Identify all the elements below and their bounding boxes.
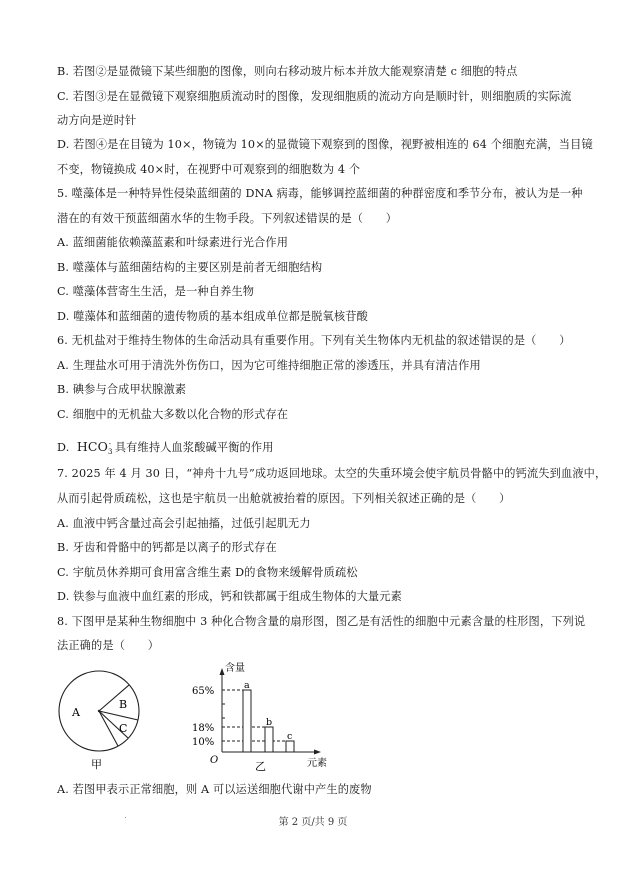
page-footer: 第 2 页/共 9 页 <box>278 817 348 828</box>
q6-option-d-prefix: D. <box>57 441 77 454</box>
q6-option-b: B. 碘参与合成甲状腺激素 <box>57 383 187 396</box>
bicarbonate-formula: $HCO_3^-$ <box>76 439 113 456</box>
q8-stem-line1: 8. 下图甲是某种生物细胞中 3 种化合物含量的扇形图，图乙是有活性的细胞中元素含量的柱形图，下列说 <box>57 615 586 628</box>
q5-stem-line1: 5. 噬藻体是一种特异性侵染蓝细菌的 DNA 病毒，能够调控蓝细菌的种群密度和季节分布，被认为是一种 <box>57 187 583 200</box>
y-tick-10: 10% <box>192 737 215 748</box>
pie-caption: 甲 <box>91 758 102 771</box>
bar-c <box>286 741 294 752</box>
q4-option-c-line2: 动方向是逆时针 <box>57 114 137 127</box>
q5-stem-line2: 潜在的有效干预蓝细菌水华的生物手段。下列叙述错误的是（ ） <box>57 212 398 225</box>
q5-option-c: C. 噬藻体营寄生生活，是一种自养生物 <box>57 285 255 298</box>
q6-option-d <box>57 437 274 459</box>
pie-label-c: C <box>119 722 128 735</box>
q5-option-b: B. 噬藻体与蓝细菌结构的主要区别是前者无细胞结构 <box>57 261 323 274</box>
bar-a <box>243 690 251 752</box>
bar-b <box>265 727 273 752</box>
bar-label-c: c <box>287 731 293 742</box>
bar-chart-yi <box>190 660 335 775</box>
y-axis-label: 含量 <box>225 663 245 674</box>
q7-option-c: C. 宇航员休养期可食用富含维生素 D的食物来缓解骨质疏松 <box>57 566 358 579</box>
q4-option-c-line1: C. 若图③是在显微镜下观察细胞质流动时的图像，发现细胞质的流动方向是顺时针，则细胞质的实际流 <box>57 90 572 103</box>
q7-stem-line1: 7. 2025 年 4 月 30 日，“神舟十九号”成功返回地球。太空的失重环境会使宇航员骨骼中的钙流失到血液中， <box>57 467 607 480</box>
q8-stem-line2: 法正确的是（ ） <box>57 639 160 652</box>
y-tick-65: 65% <box>192 686 215 697</box>
q5-option-a: A. 蓝细菌能依赖藻蓝素和叶绿素进行光合作用 <box>57 236 289 249</box>
bar-chart-caption: 乙 <box>255 760 266 773</box>
q8-option-a: A. 若图甲表示正常细胞，则 A 可以运送细胞代谢中产生的废物 <box>57 783 372 796</box>
q6-option-d-text: 具有维持人血浆酸碱平衡的作用 <box>111 441 274 454</box>
q7-option-b: B. 牙齿和骨骼中的钙都是以离子的形式存在 <box>57 541 277 554</box>
pie-label-a: A <box>72 706 80 719</box>
pie-diagram-jia <box>55 665 150 777</box>
q6-stem: 6. 无机盐对于维持生物体的生命活动具有重要作用。下列有关生物体内无机盐的叙述错误的是（ ） <box>57 334 571 347</box>
q7-stem-line2: 从而引起骨质疏松，这也是宇航员一出舱就被抬着的原因。下列相关叙述正确的是（ ） <box>57 492 511 505</box>
q7-option-a: A. 血液中钙含量过高会引起抽搐，过低引起肌无力 <box>57 517 311 530</box>
pie-label-b: B <box>119 698 128 711</box>
q6-option-a: A. 生理盐水可用于清洗外伤伤口，因为它可维持细胞正常的渗透压，并具有清洁作用 <box>57 359 481 372</box>
x-axis-label: 元素 <box>307 758 327 769</box>
q7-option-d: D. 铁参与血液中血红素的形成，钙和铁都属于组成生物体的大量元素 <box>57 590 402 603</box>
bar-label-b: b <box>266 717 273 728</box>
origin-label: O <box>210 755 219 766</box>
q4-option-b: B. 若图②是显微镜下某些细胞的图像，则向右移动玻片标本并放大能观察清楚 c 细胞的特点 <box>57 65 518 78</box>
y-tick-18: 18% <box>192 723 215 734</box>
q5-option-d: D. 噬藻体和蓝细菌的遗传物质的基本组成单位都是脱氧核苷酸 <box>57 310 368 323</box>
q4-option-d-line2: 不变，物镜换成 40×时，在视野中可观察到的细胞数为 4 个 <box>57 163 361 176</box>
q6-option-c: C. 细胞中的无机盐大多数以化合物的形式存在 <box>57 408 289 421</box>
q4-option-d-line1: D. 若图④是在目镜为 10×，物镜为 10×的显微镜下观察到的图像，视野被相连的 64 个细胞充满，当目镜 <box>57 138 593 151</box>
bar-label-a: a <box>244 680 250 691</box>
